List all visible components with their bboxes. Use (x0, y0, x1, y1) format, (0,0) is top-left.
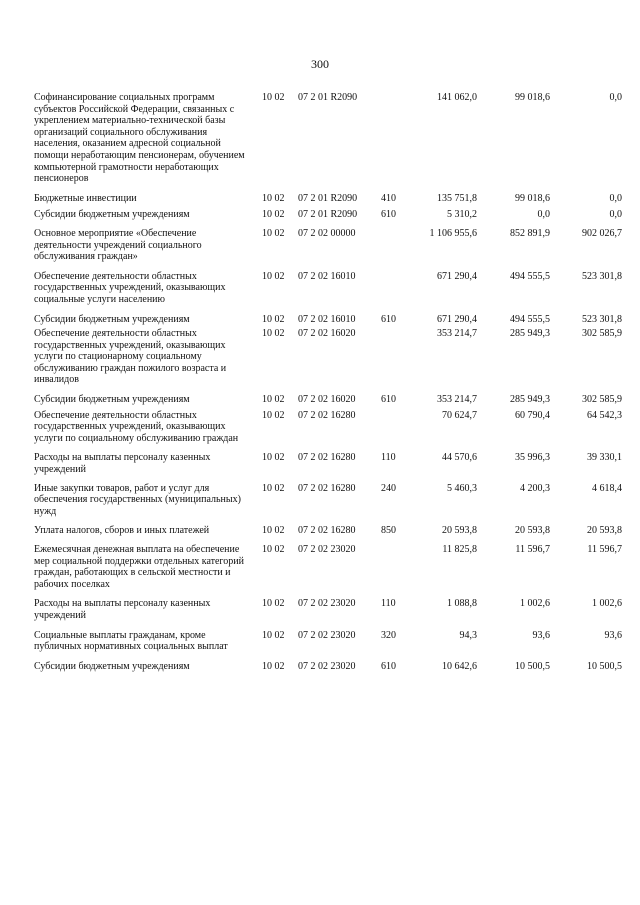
row-value-year3: 0,0 (609, 209, 622, 221)
row-csr: 07 2 02 16280 (298, 525, 356, 537)
row-value-year1: 135 751,8 (437, 192, 477, 204)
row-csr: 07 2 02 16280 (298, 482, 356, 494)
row-csr: 07 2 02 23020 (298, 544, 356, 555)
table-row (0, 271, 640, 306)
row-value-year1: 671 290,4 (437, 313, 477, 325)
row-section: 10 02 (262, 409, 285, 421)
row-vr: 320 (381, 629, 396, 641)
row-value-year1: 353 214,7 (437, 328, 477, 340)
row-vr: 410 (381, 192, 396, 204)
row-value-year2: 35 996,3 (515, 452, 550, 464)
row-section: 10 02 (262, 227, 285, 239)
row-value-year2: 93,6 (532, 629, 550, 641)
row-section: 10 02 (262, 313, 285, 325)
row-csr: 07 2 01 R2090 (298, 192, 358, 204)
row-value-year3: 523 301,8 (582, 270, 622, 282)
row-name: Субсидии бюджетным учреждениям (34, 394, 190, 406)
row-value-year3: 39 330,1 (587, 452, 622, 464)
row-vr: 610 (381, 660, 396, 672)
row-value-year3: 93,6 (604, 629, 622, 641)
row-value-year1: 44 570,6 (442, 452, 477, 464)
row-value-year3: 64 542,3 (587, 409, 622, 421)
row-value-year2: 285 949,3 (510, 394, 550, 406)
row-vr: 610 (381, 394, 396, 406)
page-number: 300 (311, 57, 329, 71)
row-value-year2: 1 002,6 (520, 598, 550, 610)
budget-table (0, 92, 640, 672)
row-section: 10 02 (262, 192, 285, 204)
row-value-year3: 0,0 (609, 192, 622, 204)
table-row (0, 483, 640, 518)
table-row (0, 452, 640, 475)
row-value-year1: 11 825,8 (442, 544, 477, 555)
row-name: Социальные выплаты гражданам, кроме публичных нормативных социальных выплат (34, 629, 228, 653)
row-section: 10 02 (262, 328, 285, 340)
row-value-year2: 494 555,5 (510, 313, 550, 325)
row-vr: 610 (381, 209, 396, 221)
row-value-year2: 494 555,5 (510, 270, 550, 282)
row-value-year1: 10 642,6 (442, 660, 477, 672)
row-csr: 07 2 02 16280 (298, 409, 356, 421)
row-value-year3: 1 002,6 (592, 598, 622, 610)
row-value-year2: 852 891,9 (510, 227, 550, 239)
row-csr: 07 2 02 23020 (298, 660, 356, 672)
row-value-year3: 302 585,9 (582, 394, 622, 406)
row-value-year1: 5 310,2 (447, 209, 477, 221)
row-name: Иные закупки товаров, работ и услуг для обеспечения государственных (муниципальных) нужд (34, 482, 241, 517)
row-vr: 610 (381, 313, 396, 325)
table-row (0, 544, 640, 590)
row-name: Обеспечение деятельности областных государственных учреждений, оказывающих социальные услуги населению (34, 270, 226, 305)
row-section: 10 02 (262, 209, 285, 221)
row-name: Обеспечение деятельности областных государственных учреждений, оказывающих услуги по стационарному социальному обслуживанию граждан пожилого возраста и инвалидов (34, 328, 227, 386)
table-row (0, 410, 640, 445)
row-name: Бюджетные инвестиции (34, 192, 137, 204)
row-section: 10 02 (262, 482, 285, 494)
row-value-year2: 0,0 (537, 209, 550, 221)
row-value-year2: 10 500,5 (515, 660, 550, 672)
table-row (0, 394, 640, 406)
row-section: 10 02 (262, 452, 285, 464)
row-value-year1: 94,3 (459, 629, 477, 641)
row-csr: 07 2 02 23020 (298, 629, 356, 641)
row-vr: 240 (381, 482, 396, 494)
row-section: 10 02 (262, 629, 285, 641)
row-value-year3: 302 585,9 (582, 328, 622, 340)
row-name: Субсидии бюджетным учреждениям (34, 209, 190, 221)
table-row (0, 630, 640, 653)
row-value-year2: 99 018,6 (515, 92, 550, 103)
row-value-year2: 11 596,7 (515, 544, 550, 555)
row-name: Уплата налогов, сборов и иных платежей (34, 525, 210, 537)
row-value-year1: 5 460,3 (447, 482, 477, 494)
row-section: 10 02 (262, 394, 285, 406)
row-section: 10 02 (262, 660, 285, 672)
row-value-year3: 523 301,8 (582, 313, 622, 325)
row-value-year3: 10 500,5 (587, 660, 622, 672)
row-csr: 07 2 02 16020 (298, 394, 356, 406)
row-csr: 07 2 02 16010 (298, 270, 356, 282)
row-value-year1: 671 290,4 (437, 270, 477, 282)
row-value-year3: 0,0 (609, 92, 622, 103)
row-value-year2: 20 593,8 (515, 525, 550, 537)
table-row (0, 228, 640, 263)
row-csr: 07 2 02 23020 (298, 598, 356, 610)
row-name: Субсидии бюджетным учреждениям (34, 660, 190, 672)
row-value-year2: 4 200,3 (520, 482, 550, 494)
table-row (0, 661, 640, 673)
row-vr: 110 (381, 598, 396, 610)
row-value-year1: 1 106 955,6 (429, 227, 477, 239)
table-row (0, 598, 640, 621)
row-csr: 07 2 01 R2090 (298, 209, 358, 221)
row-name: Обеспечение деятельности областных государственных учреждений, оказывающих услуги по социальному обслуживанию граждан (34, 409, 239, 444)
row-csr: 07 2 02 16020 (298, 328, 356, 340)
row-name: Ежемесячная денежная выплата на обеспечение мер социальной поддержки отдельных категорий граждан, работающих в сельской местности и рабочих поселках (34, 544, 244, 590)
table-row (0, 209, 640, 221)
row-value-year3: 20 593,8 (587, 525, 622, 537)
row-value-year1: 20 593,8 (442, 525, 477, 537)
row-value-year3: 4 618,4 (592, 482, 622, 494)
row-section: 10 02 (262, 598, 285, 610)
table-row (0, 314, 640, 326)
row-name: Софинансирование социальных программ субъектов Российской Федерации, связанных с укреплением материально-технической базы организаций социального обслуживания населения, оказанием адресной социальной помощи неработающим пенсионерам, обучением компьютерной грамотности неработающих пенсионеров (34, 92, 245, 185)
row-vr: 850 (381, 525, 396, 537)
row-section: 10 02 (262, 544, 285, 555)
row-value-year2: 285 949,3 (510, 328, 550, 340)
table-row (0, 328, 640, 386)
row-section: 10 02 (262, 525, 285, 537)
table-row (0, 525, 640, 537)
row-value-year3: 902 026,7 (582, 227, 622, 239)
row-csr: 07 2 01 R2090 (298, 92, 358, 103)
row-name: Субсидии бюджетным учреждениям (34, 313, 190, 325)
row-vr: 110 (381, 452, 396, 464)
table-row (0, 193, 640, 205)
row-section: 10 02 (262, 92, 285, 103)
table-row (0, 92, 640, 185)
row-name: Расходы на выплаты персоналу казенных учреждений (34, 598, 211, 621)
row-name: Основное мероприятие «Обеспечение деятельности учреждений социального обслуживания граждан» (34, 227, 202, 263)
row-csr: 07 2 02 16010 (298, 313, 356, 325)
row-value-year2: 60 790,4 (515, 409, 550, 421)
row-value-year1: 141 062,0 (437, 92, 477, 103)
row-value-year1: 1 088,8 (447, 598, 477, 610)
row-value-year1: 353 214,7 (437, 394, 477, 406)
row-csr: 07 2 02 00000 (298, 227, 356, 239)
row-value-year3: 11 596,7 (587, 544, 622, 555)
row-name: Расходы на выплаты персоналу казенных учреждений (34, 452, 211, 476)
row-csr: 07 2 02 16280 (298, 452, 356, 464)
row-value-year1: 70 624,7 (442, 409, 477, 421)
row-section: 10 02 (262, 270, 285, 282)
row-value-year2: 99 018,6 (515, 192, 550, 204)
